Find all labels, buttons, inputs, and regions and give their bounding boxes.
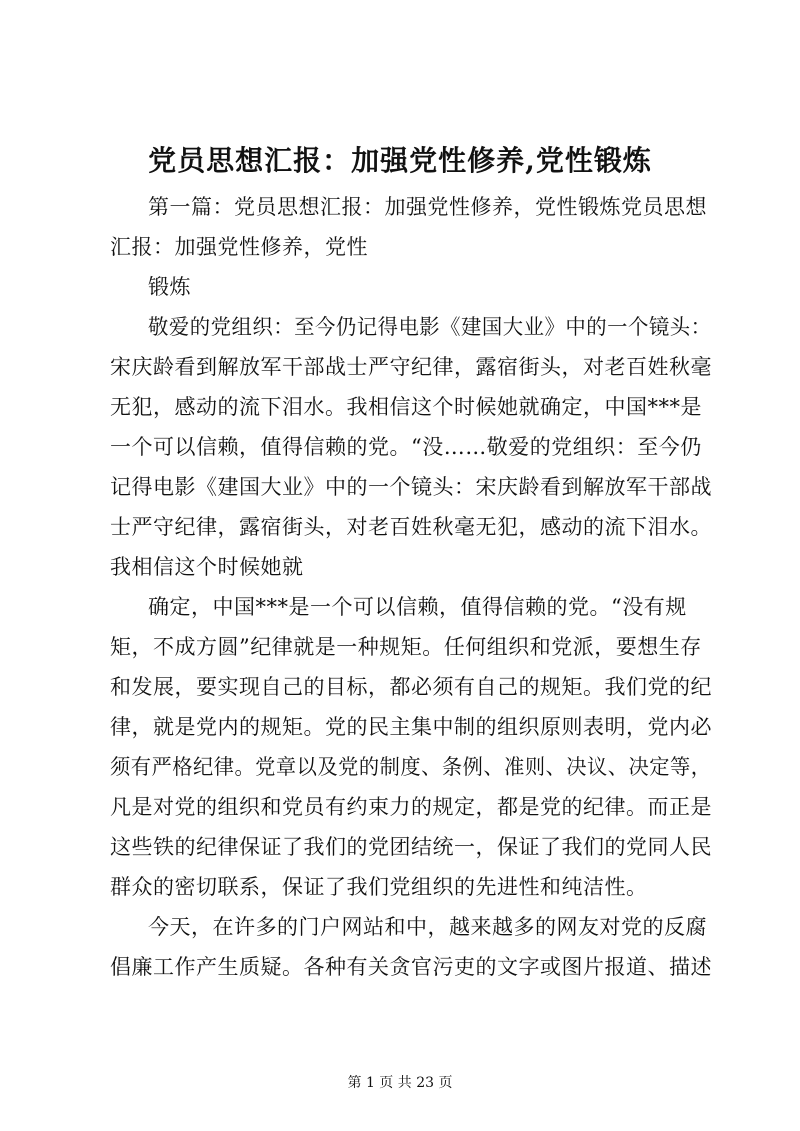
paragraph-line: 锻炼 [148,275,191,299]
paragraph-line: 律，就是党内的规矩。党的民主集中制的组织原则表明，党内必 [110,715,712,739]
paragraph-line: 确定，中国***是一个可以信赖，值得信赖的党。“没有规 [148,595,687,619]
paragraph-line: 无犯，感动的流下泪水。我相信这个时候她就确定，中国***是 [110,395,702,419]
paragraph-line: 士严守纪律，露宿街头，对老百姓秋毫无犯，感动的流下泪水。 [110,515,712,539]
paragraph-line: 这些铁的纪律保证了我们的党团结统一，保证了我们的党同人民 [110,835,712,859]
paragraph-line: 和发展，要实现自己的目标，都必须有自己的规矩。我们党的纪 [110,675,712,699]
paragraph-line: 我相信这个时候她就 [110,555,304,579]
paragraph-line: 汇报：加强党性修养，党性 [110,235,368,259]
paragraph-line: 记得电影《建国大业》中的一个镜头：宋庆龄看到解放军干部战 [110,475,712,499]
paragraph-line: 群众的密切联系，保证了我们党组织的先进性和纯洁性。 [110,875,648,899]
document-title: 党员思想汇报：加强党性修养,党性锻炼 [148,144,652,177]
paragraph-line: 倡廉工作产生质疑。各种有关贪官污吏的文字或图片报道、描述 [110,955,712,979]
paragraph-line: 敬爱的党组织：至今仍记得电影《建国大业》中的一个镜头： [148,315,712,339]
paragraph-line: 一个可以信赖，值得信赖的党。“没……敬爱的党组织：至今仍 [110,435,702,459]
paragraph-line: 第一篇：党员思想汇报：加强党性修养，党性锻炼党员思想 [148,195,707,219]
page-number-footer: 第 1 页 共 23 页 [347,1075,453,1091]
paragraph-line: 宋庆龄看到解放军干部战士严守纪律，露宿街头，对老百姓秋毫 [110,355,712,379]
paragraph-line: 凡是对党的组织和党员有约束力的规定，都是党的纪律。而正是 [110,795,712,819]
paragraph-line: 须有严格纪律。党章以及党的制度、条例、准则、决议、决定等， [110,755,712,779]
paragraph-line: 今天，在许多的门户网站和中，越来越多的网友对党的反腐 [148,915,707,939]
paragraph-line: 矩，不成方圆”纪律就是一种规矩。任何组织和党派，要想生存 [110,635,702,659]
